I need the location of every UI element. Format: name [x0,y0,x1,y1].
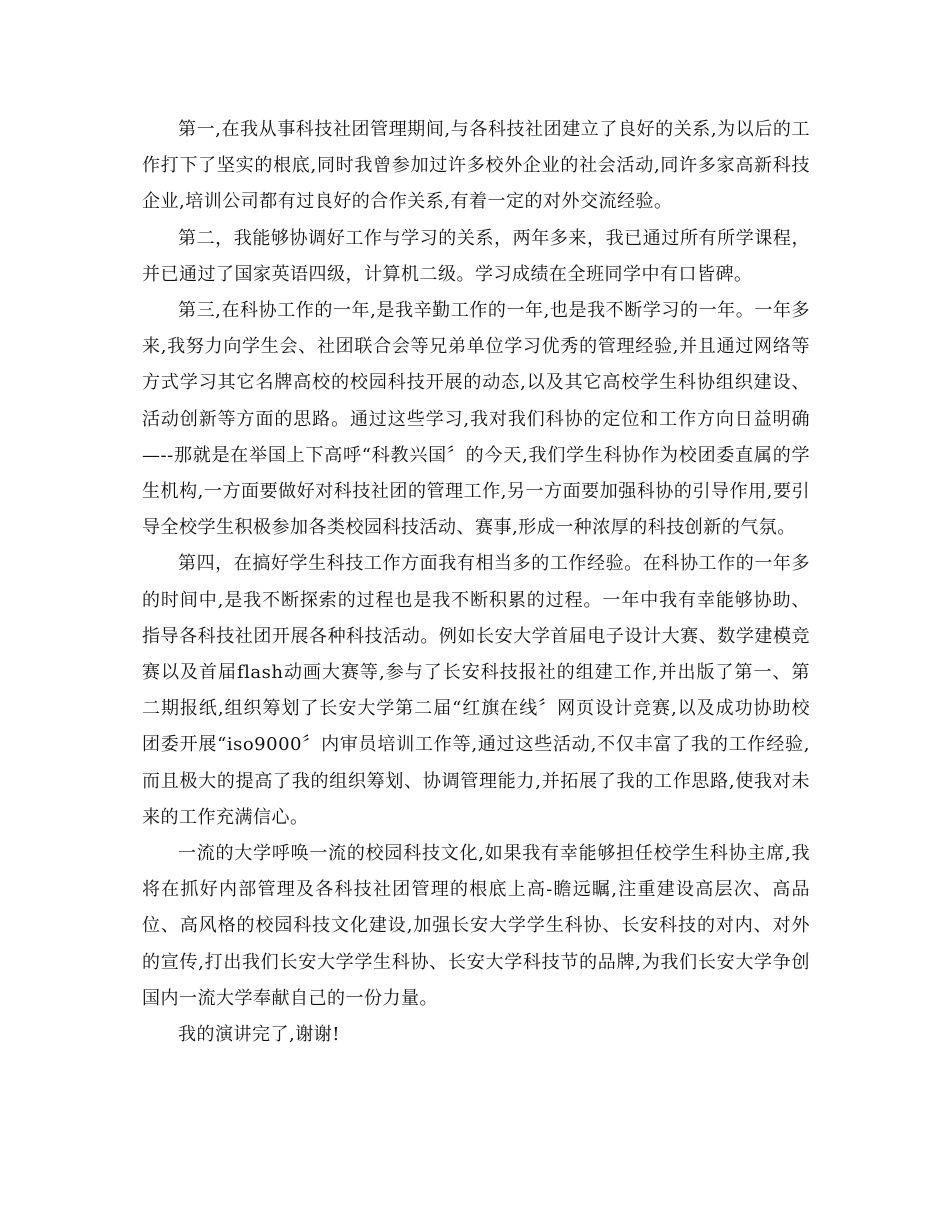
paragraph-4: 第四，在搞好学生科技工作方面我有相当多的工作经验。在科协工作的一年多的时间中,是我不断探索的过程也是我不断积累的过程。一年中我有幸能够协助、指导各科技社团开展各种科技活动。例如长安大学首届电子设计大赛、数学建模竞赛以及首届flash动画大赛等,参与了长安科技报社的组建工作,并出版了第一、第二期报纸,组织筹划了长安大学第二届“红旗在线〞网页设计竞赛,以及成功协助校团委开展“iso9000〞内审员培训工作等,通过这些活动,不仅丰富了我的工作经验,而且极大的提高了我的组织筹划、协调管理能力,并拓展了我的工作思路,使我对未来的工作充满信心。 [142,553,810,828]
paragraph-3: 第三,在科协工作的一年,是我辛勤工作的一年,也是我不断学习的一年。一年多来,我努力向学生会、社团联合会等兄弟单位学习优秀的管理经验,并且通过网络等方式学习其它名牌高校的校园科技开展的动态,以及其它高校学生科协组织建设、活动创新等方面的思路。通过这些学习,我对我们科协的定位和工作方向日益明确—--那就是在举国上下高呼“科教兴国〞的今天,我们学生科协作为校团委直属的学生机构,一方面要做好对科技社团的管理工作,另一方面要加强科协的引导作用,要引导全校学生积极参加各类校园科技活动、赛事,形成一种浓厚的科技创新的气氛。 [142,300,810,539]
paragraph-1: 第一,在我从事科技社团管理期间,与各科技社团建立了良好的关系,为以后的工作打下了坚实的根底,同时我曾参加过许多校外企业的社会活动,同许多家高新科技企业,培训公司都有过良好的合作关系,有着一定的对外交流经验。 [142,119,810,213]
paragraph-5: 一流的大学呼唤一流的校园科技文化,如果我有幸能够担任校学生科协主席,我将在抓好内部管理及各科技社团管理的根底上高-瞻远瞩,注重建设高层次、高品位、高风格的校园科技文化建设,加强长安大学学生科协、长安科技的对内、对外的宣传,打出我们长安大学学生科协、长安大学科技节的品牌,为我们长安大学争创国内一流大学奉献自己的一份力量。 [142,843,810,1009]
paragraph-6: 我的演讲完了,谢谢! [178,1024,340,1046]
paragraph-2: 第二，我能够协调好工作与学习的关系，两年多来，我已通过所有所学课程，并已通过了国家英语四级，计算机二级。学习成绩在全班同学中有口皆碑。 [142,227,810,285]
